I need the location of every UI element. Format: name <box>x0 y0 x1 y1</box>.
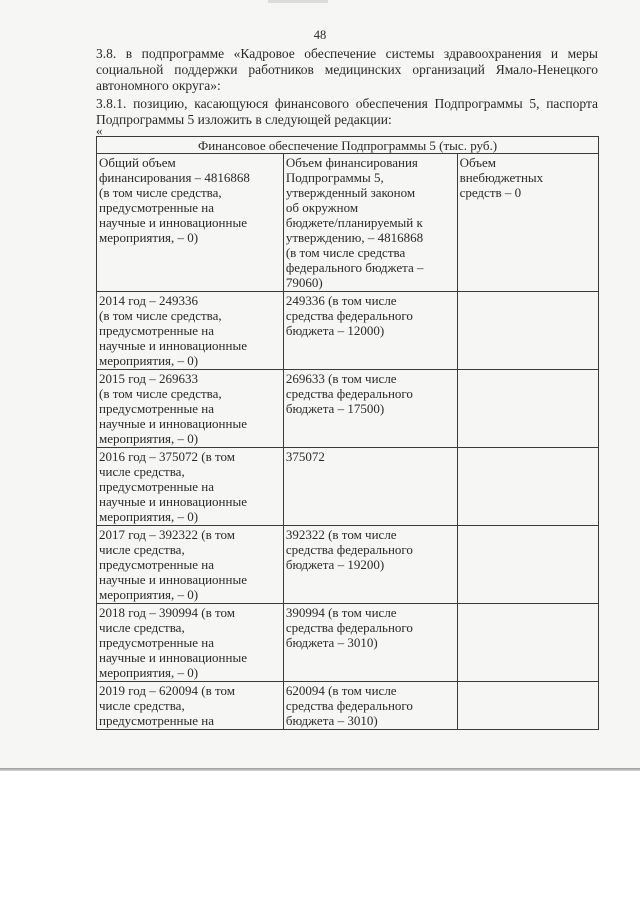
total-financing-cell: Общий объем финансирования – 4816868 (в том числе средства, предусмотренные на научные и инновационные мероприятия, – 0) <box>97 154 284 292</box>
year-total-cell: 2015 год – 269633 (в том числе средства, предусмотренные на научные и инновационные мероприятия, – 0) <box>97 370 284 448</box>
year-extra-cell <box>457 448 598 526</box>
extrabudgetary-cell: Объем внебюджетных средств – 0 <box>457 154 598 292</box>
year-extra-cell <box>457 604 598 682</box>
year-total-cell: 2019 год – 620094 (в том числе средства, предусмотренные на <box>97 682 284 730</box>
year-budget-cell: 392322 (в том числе средства федерального бюджета – 19200) <box>283 526 457 604</box>
table-row <box>97 370 599 448</box>
year-extra-cell <box>457 370 598 448</box>
year-total-cell: 2017 год – 392322 (в том числе средства, предусмотренные на научные и инновационные мероприятия, – 0) <box>97 526 284 604</box>
year-budget-cell: 375072 <box>283 448 457 526</box>
year-budget-cell: 390994 (в том числе средства федерального бюджета – 3010) <box>283 604 457 682</box>
year-total-cell: 2018 год – 390994 (в том числе средства, предусмотренные на научные и инновационные мероприятия, – 0) <box>97 604 284 682</box>
table-row <box>97 526 599 604</box>
paragraph-3-8-1: 3.8.1. позицию, касающуюся финансового обеспечения Подпрограммы 5, паспорта Подпрограммы 5 изложить в следующей редакции: <box>96 96 598 127</box>
subprogram-financing-cell: Объем финансирования Подпрограммы 5, утвержденный законом об окружном бюджете/планируемый к утверждению, – 4816868 (в том числе средства федерального бюджета – 79060) <box>283 154 457 292</box>
year-total-cell: 2014 год – 249336 (в том числе средства, предусмотренные на научные и инновационные мероприятия, – 0) <box>97 292 284 370</box>
year-budget-cell: 620094 (в том числе средства федерального бюджета – 3010) <box>283 682 457 730</box>
scan-artifact <box>268 0 328 3</box>
page-number: 48 <box>313 28 327 42</box>
year-extra-cell <box>457 526 598 604</box>
paragraph-3-8: 3.8. в подпрограмме «Кадровое обеспечение системы здравоохранения и меры социальной поддержки работников медицинских организаций Ямало-Ненецкого автономного округа»: <box>96 46 598 93</box>
scan-bottom-edge <box>0 768 640 771</box>
year-budget-cell: 269633 (в том числе средства федерального бюджета – 17500) <box>283 370 457 448</box>
year-total-cell: 2016 год – 375072 (в том числе средства, предусмотренные на научные и инновационные мероприятия, – 0) <box>97 448 284 526</box>
table-title: Финансовое обеспечение Подпрограммы 5 (тыс. руб.) <box>97 137 599 154</box>
table-row <box>97 154 599 292</box>
table-row <box>97 604 599 682</box>
year-budget-cell: 249336 (в том числе средства федерального бюджета – 12000) <box>283 292 457 370</box>
financing-table <box>96 136 599 730</box>
year-extra-cell <box>457 682 598 730</box>
table-header-row <box>97 137 599 154</box>
table-row <box>97 448 599 526</box>
opening-quote: « <box>96 123 103 138</box>
table-row <box>97 682 599 730</box>
year-extra-cell <box>457 292 598 370</box>
table-row <box>97 292 599 370</box>
